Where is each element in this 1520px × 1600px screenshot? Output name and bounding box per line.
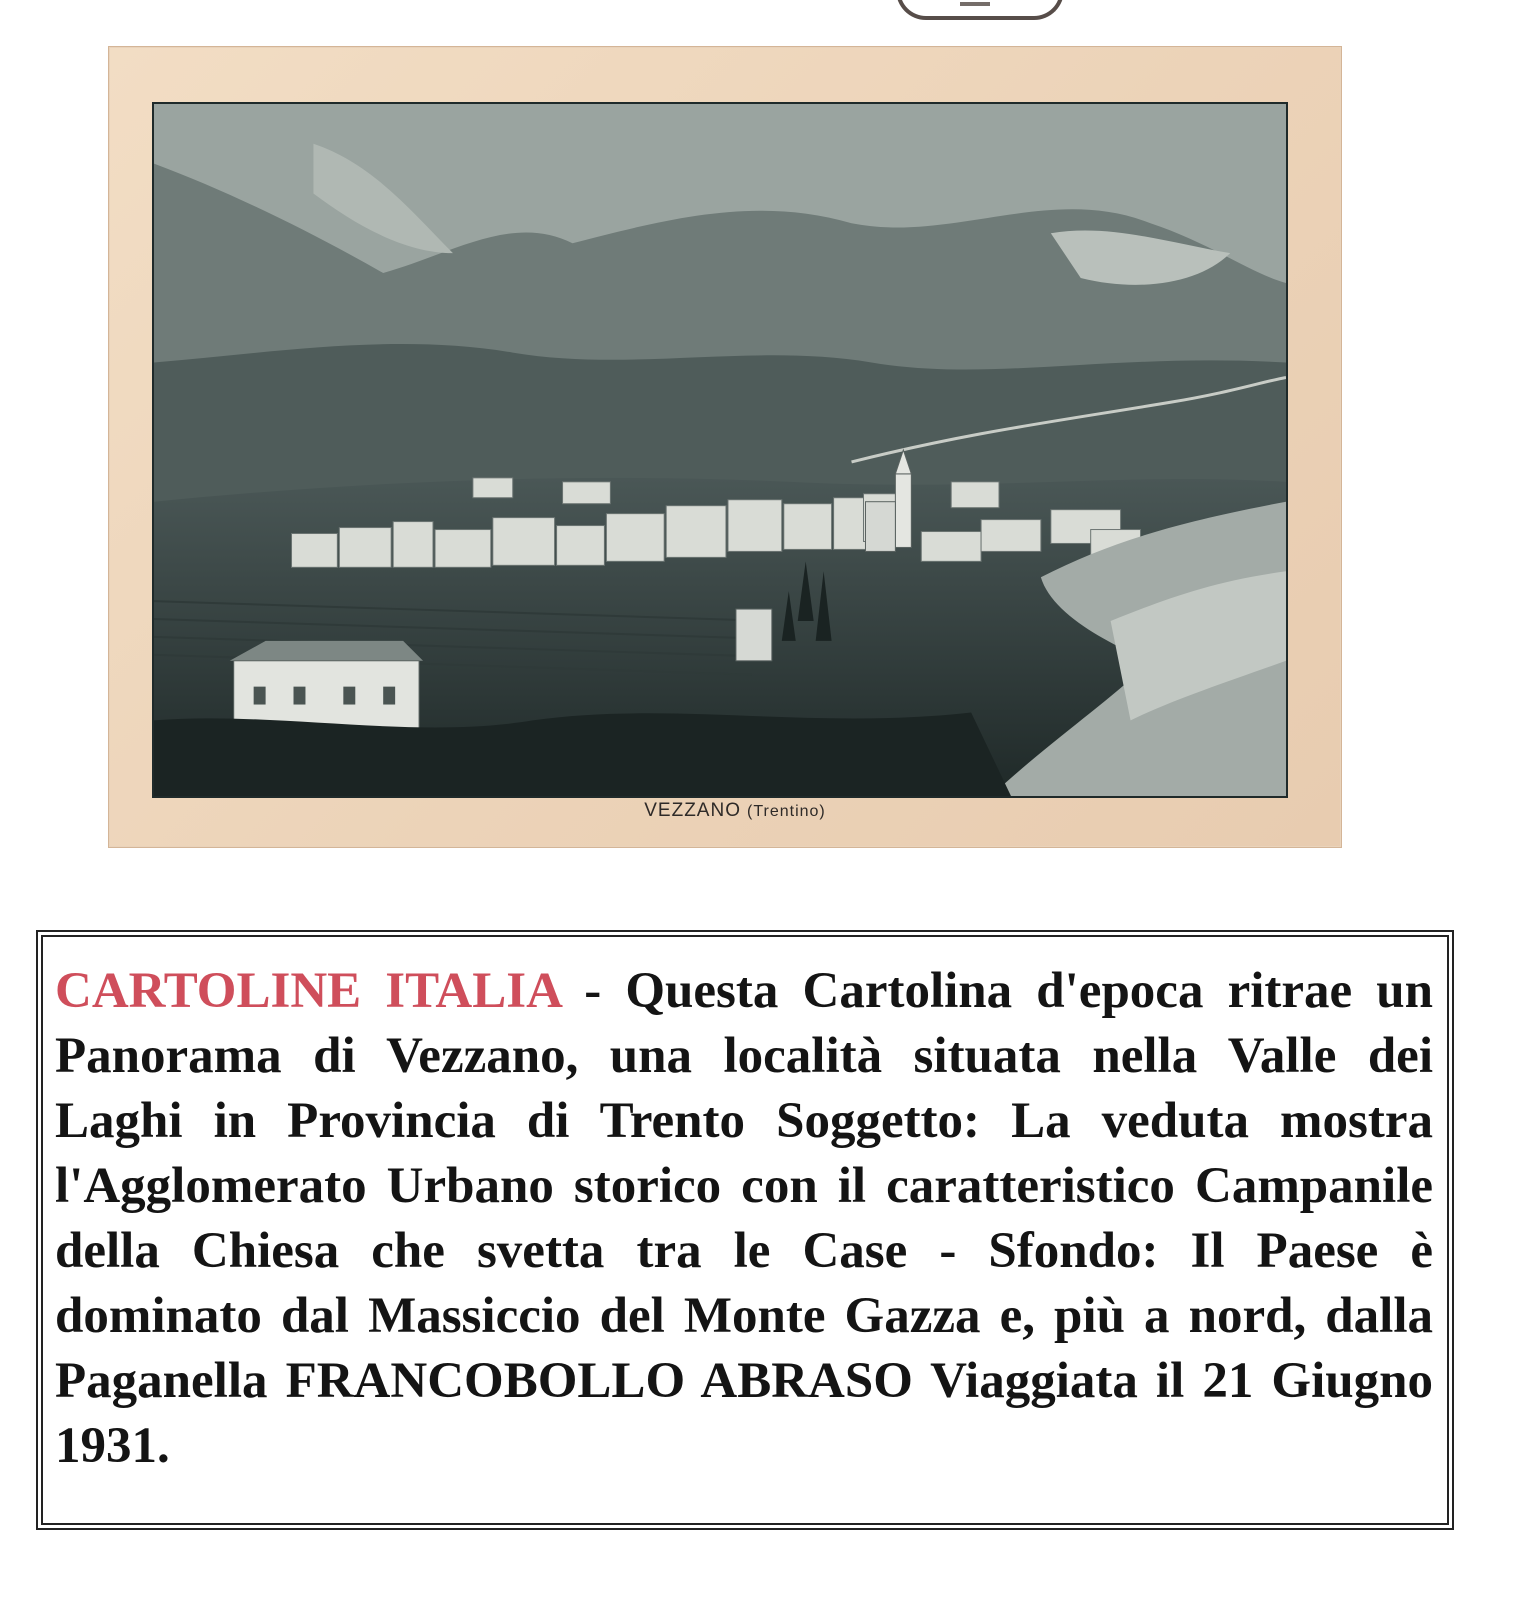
description-text [55,959,1433,1479]
panorama-illustration [154,104,1286,796]
description-box [36,930,1454,1530]
description-inner-frame [41,935,1449,1525]
postcard-caption [600,800,870,822]
vezzano-panorama-photo [152,102,1288,798]
description-title: CARTOLINE ITALIA [55,963,561,1019]
postmark-mark [960,2,990,6]
caption-region: (Trentino) [746,803,826,820]
description-body: - Questa Cartolina d'epoca ritrae un Panorama di Vezzano, una località situata nella Valle dei Laghi in Provincia di Trento Soggetto: La veduta mostra l'Agglomerato Urbano storico con il caratteristico Campanile della Chiesa che svetta tra le Case - Sfondo: Il Paese è dominato dal Massiccio del Monte Gazza e, più a nord, dalla Paganella FRANCOBOLLO ABRASO Viaggiata il 21 Giugno 1931. [55,963,1433,1474]
caption-place: VEZZANO [644,800,741,821]
